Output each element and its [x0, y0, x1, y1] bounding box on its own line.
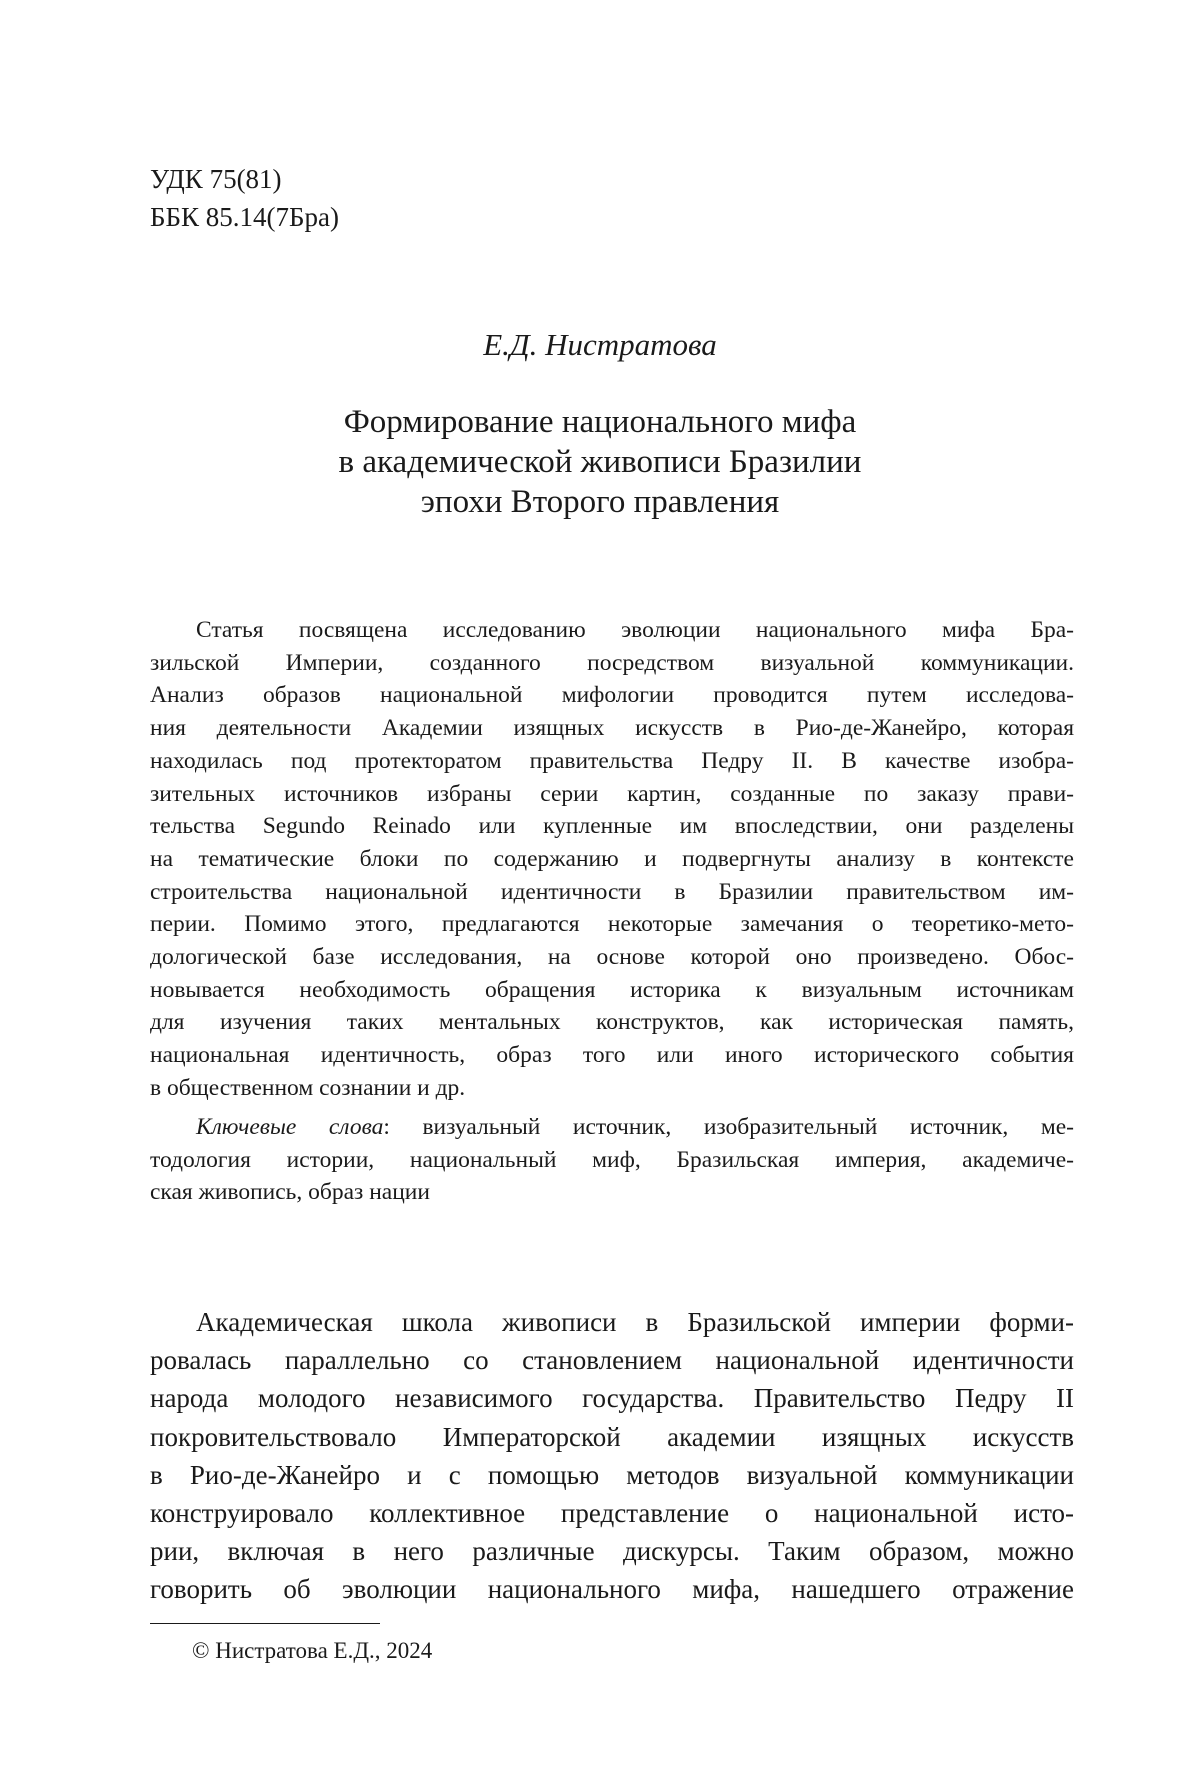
body-line: в Рио-де-Жанейро и с помощью методов визуальной коммуникации [150, 1456, 1074, 1494]
author-name: Е.Д. Нистратова [0, 325, 1200, 365]
abstract-line: зильской Империи, созданного посредством визуальной коммуникации. [150, 647, 1074, 680]
title-line: Формирование национального мифа [0, 402, 1200, 442]
title-line: эпохи Второго правления [0, 482, 1200, 522]
keywords [150, 1111, 1074, 1209]
body-line: рии, включая в него различные дискурсы. Таким образом, можно [150, 1532, 1074, 1570]
footnote-divider [150, 1623, 380, 1624]
keywords-line [150, 1111, 1074, 1144]
classification-codes [150, 160, 339, 236]
body-line: покровительствовало Императорской академии изящных искусств [150, 1418, 1074, 1456]
abstract-line: в общественном сознании и др. [150, 1072, 1074, 1105]
body-line: ровалась параллельно со становлением национальной идентичности [150, 1341, 1074, 1379]
body-line: говорить об эволюции национального мифа, нашедшего отражение [150, 1570, 1074, 1608]
bbk-code: ББК 85.14(7Бра) [150, 198, 339, 236]
abstract-line: перии. Помимо этого, предлагаются некоторые замечания о теоретико-мето- [150, 908, 1074, 941]
keywords-text: : визуальный источник, изобразительный источник, ме- [383, 1114, 1074, 1140]
abstract-line: новывается необходимость обращения историка к визуальным источникам [150, 974, 1074, 1007]
abstract-line: строительства национальной идентичности в Бразилии правительством им- [150, 876, 1074, 909]
keywords-line: тодология истории, национальный миф, Бразильская империя, академиче- [150, 1144, 1074, 1177]
abstract-line: национальная идентичность, образ того или иного исторического события [150, 1039, 1074, 1072]
abstract-line: на тематические блоки по содержанию и подвергнуты анализу в контексте [150, 843, 1074, 876]
keywords-label: Ключевые слова [196, 1114, 383, 1140]
body-line: конструировало коллективное представление о национальной исто- [150, 1494, 1074, 1532]
abstract-line: ния деятельности Академии изящных искусств в Рио-де-Жанейро, которая [150, 712, 1074, 745]
copyright-footnote: © Нистратова Е.Д., 2024 [192, 1636, 432, 1666]
abstract-line: для изучения таких ментальных конструктов, как историческая память, [150, 1006, 1074, 1039]
body-line: Академическая школа живописи в Бразильской империи форми- [150, 1303, 1074, 1341]
abstract-line: тельства Segundo Reinado или купленные им впоследствии, они разделены [150, 810, 1074, 843]
body-line: народа молодого независимого государства. Правительство Педру II [150, 1379, 1074, 1417]
abstract-line: дологической базе исследования, на основе которой оно произведено. Обос- [150, 941, 1074, 974]
abstract [150, 614, 1074, 1105]
abstract-line: находилась под протекторатом правительства Педру II. В качестве изобра- [150, 745, 1074, 778]
abstract-line: Статья посвящена исследованию эволюции национального мифа Бра- [150, 614, 1074, 647]
title-line: в академической живописи Бразилии [0, 442, 1200, 482]
article-title [0, 402, 1200, 522]
document-page [0, 0, 1200, 1780]
keywords-line: ская живопись, образ нации [150, 1176, 1074, 1209]
body-text [150, 1303, 1074, 1609]
udk-code: УДК 75(81) [150, 160, 339, 198]
abstract-line: зительных источников избраны серии картин, созданные по заказу прави- [150, 778, 1074, 811]
abstract-line: Анализ образов национальной мифологии проводится путем исследова- [150, 679, 1074, 712]
